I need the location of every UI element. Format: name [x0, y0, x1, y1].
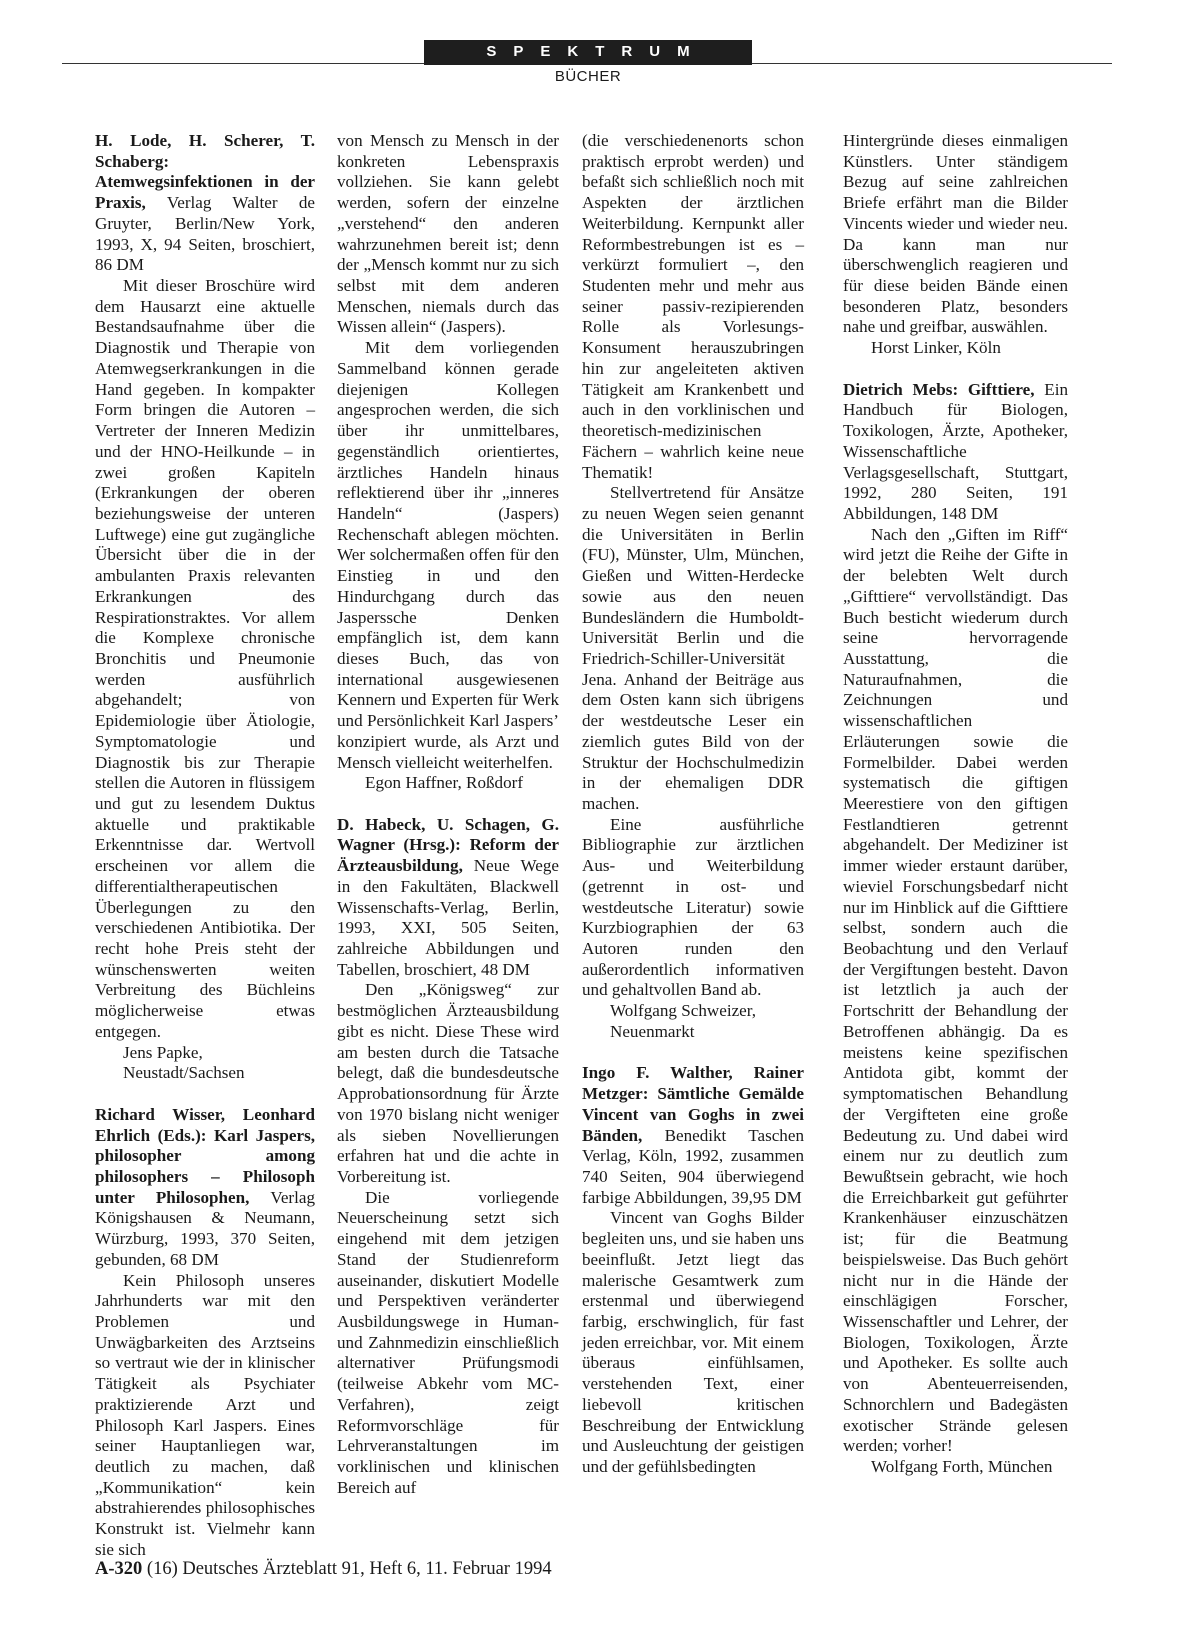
review-title: D. Habeck, U. Schagen, G. Wagner (Hrsg.): Reform der Ärzteausbildung,	[337, 814, 559, 876]
review-signature-place: Neustadt/Sachsen	[123, 1063, 245, 1083]
review-publisher: Neue Wege in den Fakultäten, Blackwell Wissenschafts-Verlag, Berlin, 1993, XXI, 505 Seiten, zahlreiche Abbildungen und Tabellen, broschiert, 48 DM	[337, 856, 559, 979]
column-2	[337, 131, 559, 1536]
review-title: Dietrich Mebs: Gifttiere,	[843, 379, 1035, 399]
review-title: Ingo F. Walther, Rainer Metzger: Sämtliche Gemälde Vincent van Goghs in zwei Bänden,	[582, 1063, 804, 1145]
review-heading	[582, 1063, 804, 1208]
header-rule-right	[752, 63, 1112, 64]
review-signature: Egon Haffner, Roßdorf	[365, 773, 524, 793]
column-4	[843, 131, 1068, 1536]
review-heading	[337, 815, 559, 981]
journal-citation: (16) Deutsches Ärzteblatt 91, Heft 6, 11. Februar 1994	[146, 1559, 552, 1579]
review-body: Den „Königsweg“ zur bestmöglichen Ärzteausbildung gibt es nicht. Diese These wird am besten durch die Tatsache belegt, daß die bundesdeutsche Approbationsordnung für Ärzte von 1970 bislang nicht weniger als sieben Novellierungen erfahren hat und die achte in Vorbereitung ist.	[337, 980, 559, 1186]
review-title: H. Lode, H. Scherer, T. Schaberg: Atemwegsinfektionen in der Praxis,	[95, 131, 315, 213]
review-body-continued: von Mensch zu Mensch in der konkreten Lebenspraxis vollziehen. Sie kann gelebt werden, sofern der einzelne „verstehend“ den anderen wahrzunehmen bereit ist; denn der „Mensch kommt nur zu sich selbst mit dem anderen Menschen, niemals durch das Wissen allein“ (Jaspers).	[337, 131, 559, 337]
review-heading	[95, 131, 315, 276]
review-body: Nach den „Giften im Riff“ wird jetzt die Reihe der Gifte in der belebten Welt durch „Gifttiere“ vervollständigt. Das Buch besticht wiederum durch seine hervorragende Ausstattung, die Naturaufnahmen, die Zeichnungen und wissenschaftlichen Erläuterungen sowie die Formelbilder. Dabei werden systematisch die giftigen Meerestiere von den giftigen Festlandtieren getrennt abgehandelt. Der Mediziner ist immer wieder erstaunt darüber, wieviel Forschungsbedarf nicht nur im Hinblick auf die Gifttiere selbst, sondern auch die Beobachtung und den Verlauf der Vergiftungen besteht. Davon ist letztlich ja auch der Fortschritt der Behandlung der Betroffenen abhängig. Da es meistens keine spezifischen Antidota gibt, kommt der symptomatischen Behandlung der Vergifteten eine große Bedeutung zu. Und dabei wird einem nur zu deutlich zum Bewußtsein gebracht, wie hoch die Erreichbarkeit gut geführter Krankenhäuser einzuschätzen ist; für die Beatmung beispielsweise. Das Buch gehört nicht nur in die Hände der einschlägigen Forscher, Wissenschaftler und Lehrer, der Biologen, Toxikologen, Ärzte und Apotheker. Es sollte auch von Abenteuerreisenden, Schnorchlern und Badegästen exotischer Strände gelesen werden; vorher!	[843, 524, 1068, 1456]
header-rule-left	[62, 63, 424, 64]
review-heading	[95, 1105, 315, 1271]
review-publisher: Verlag Königshausen & Neumann, Würzburg, 1993, 370 Seiten, gebunden, 68 DM	[95, 1187, 315, 1269]
review-signature-place: Neuenmarkt	[610, 1021, 695, 1041]
review-signature: Wolfgang Forth, München	[871, 1457, 1053, 1476]
review-body: Mit dieser Broschüre wird dem Hausarzt eine aktuelle Bestandsaufnahme über die Diagnostik und Therapie von Atemwegserkrankungen in die Hand gegeben. In kompakter Form bringen die Autoren – Vertreter der Inneren Medizin und der HNO-Heilkunde – in zwei großen Kapiteln (Erkrankungen der oberen beziehungsweise der unteren Luftwege) eine gut zugängliche Übersicht über die in der ambulanten Praxis relevanten Erkrankungen des Respirationstraktes. Vor allem die Komplexe chronische Bronchitis und Pneumonie werden ausführlich abgehandelt; von Epidemiologie über Ätiologie, Symptomatologie und Diagnostik bis zur Therapie stellen die Autoren in flüssigem und gut zu lesendem Duktus aktuelle und praktikable Erkenntnisse dar. Wertvoll erscheinen vor allem die differentialtherapeutischen Überlegungen zu den verschiedenen Antibiotika. Der recht hohe Preis steht der wünschenswerten weiten Verbreitung des Büchleins möglicherweise etwas entgegen.	[95, 276, 315, 1041]
review-body: Eine ausführliche Bibliographie zur ärztlichen Aus- und Weiterbildung (getrennt in ost- und westdeutsche Literatur) sowie Kurzbiographien der 63 Autoren runden den außerordentlich informativen und gehaltvollen Band ab.	[582, 814, 804, 1000]
review-heading	[843, 380, 1068, 525]
review-publisher: Verlag Walter de Gruyter, Berlin/New York, 1993, X, 94 Seiten, broschiert, 86 DM	[95, 193, 315, 275]
page-number: A-320	[95, 1559, 143, 1579]
page-footer	[95, 1559, 552, 1580]
section-banner: SPEKTRUM	[424, 40, 752, 65]
review-body: Stellvertretend für Ansätze zu neuen Wegen seien genannt die Universitäten in Berlin (FU), Münster, Ulm, München, Gießen und Witten-Herdecke sowie aus den neuen Bundesländern die Humboldt-Universität Berlin und die Friedrich-Schiller-Universität Jena. Anhand der Beiträge aus dem Osten kann sich übrigens der westdeutsche Leser ein ziemlich gutes Bild von der Struktur der Hochschulmedizin in der ehemaligen DDR machen.	[582, 483, 804, 813]
review-body: Die vorliegende Neuerscheinung setzt sich eingehend mit dem jetzigen Stand der Studienreform auseinander, diskutiert Modelle und Perspektiven veränderter Ausbildungswege in Human- und Zahnmedizin einschließlich alternativer Prüfungsmodi (teilweise Abkehr vom MC-Verfahren), zeigt Reformvorschläge für Lehrveranstaltungen im vorklinischen und klinischen Bereich auf	[337, 1187, 559, 1497]
review-body-continued: (die verschiedenenorts schon praktisch erprobt werden) und befaßt sich schließlich noch mit Aspekten der ärztlichen Weiterbildung. Kernpunkt aller Reformbestrebungen ist es – verkürzt formuliert –, den Studenten mehr und mehr aus seiner passiv-rezipierenden Rolle als Vorlesungs-Konsument herauszubringen hin zur angeleiteten aktiven Tätigkeit am Krankenbett und auch in den vorklinischen und theoretisch-medizinischen Fächern – wahrlich keine neue Thematik!	[582, 131, 804, 482]
review-signature: Wolfgang Schweizer,	[610, 1001, 757, 1021]
review-publisher: Benedikt Taschen Verlag, Köln, 1992, zusammen 740 Seiten, 904 überwiegend farbige Abbildungen, 39,95 DM	[582, 1125, 804, 1207]
review-publisher: Ein Handbuch für Biologen, Toxikologen, Ärzte, Apotheker, Wissenschaftliche Verlagsgesellschaft, Stuttgart, 1992, 280 Seiten, 191 Abbildungen, 148 DM	[843, 379, 1068, 523]
column-3	[582, 131, 804, 1536]
review-title: Richard Wisser, Leonhard Ehrlich (Eds.): Karl Jaspers, philosopher among philosophers – Philosoph unter Philosophen,	[95, 1104, 315, 1207]
review-body: Kein Philosoph unseres Jahrhunderts war mit den Problemen und Unwägbarkeiten des Arztseins so vertraut wie der in klinischer Tätigkeit als Psychiater praktizierende Arzt und Philosoph Karl Jaspers. Eines seiner Hauptanliegen war, deutlich zu machen, daß „Kommunikation“ kein abstrahierendes philosophisches Konstrukt ist. Vielmehr kann sie sich	[95, 1270, 315, 1559]
review-body: Mit dem vorliegenden Sammelband können gerade diejenigen Kollegen angesprochen werden, die sich über ihr unmittelbares, gegenständlich orientiertes, ärztliches Handeln hinaus reflektierend über ihr „inneres Handeln“ (Jaspers) Rechenschaft ablegen möchten. Wer solchermaßen offen für den Einstieg in und den Hindurchgang durch das Jasperssche Denken empfänglich ist, dem kann dieses Buch, das von international ausgewiesenen Kennern und Experten für Werk und Persönlichkeit Karl Jaspers’ konzipiert wurde, als Arzt und Mensch vielleicht weiterhelfen.	[337, 338, 559, 772]
review-body: Vincent van Goghs Bilder begleiten uns, und sie haben uns beeinflußt. Jetzt liegt das malerische Gesamtwerk zum erstenmal und überwiegend farbig, erschwinglich, für fast jeden erreichbar, vor. Mit einem überaus einfühlsamen, verstehenden Text, einer liebevoll kritischen Beschreibung der Entwicklung und Ausleuchtung der geistigen und der gefühlsbedingten	[582, 1208, 804, 1476]
review-signature: Horst Linker, Köln	[871, 338, 1001, 358]
column-1	[95, 131, 315, 1559]
review-signature: Jens Papke,	[123, 1042, 203, 1062]
section-title: BÜCHER	[554, 68, 622, 85]
review-body-continued: Hintergründe dieses einmaligen Künstlers. Unter ständigem Bezug auf seine zahlreichen Briefe erfährt man die Bilder Vincents wieder und wieder neu. Da kann man nur überschwenglich reagieren und für diese beiden Bände einen besonderen Platz, besonders nahe und greifbar, auswählen.	[843, 131, 1068, 337]
